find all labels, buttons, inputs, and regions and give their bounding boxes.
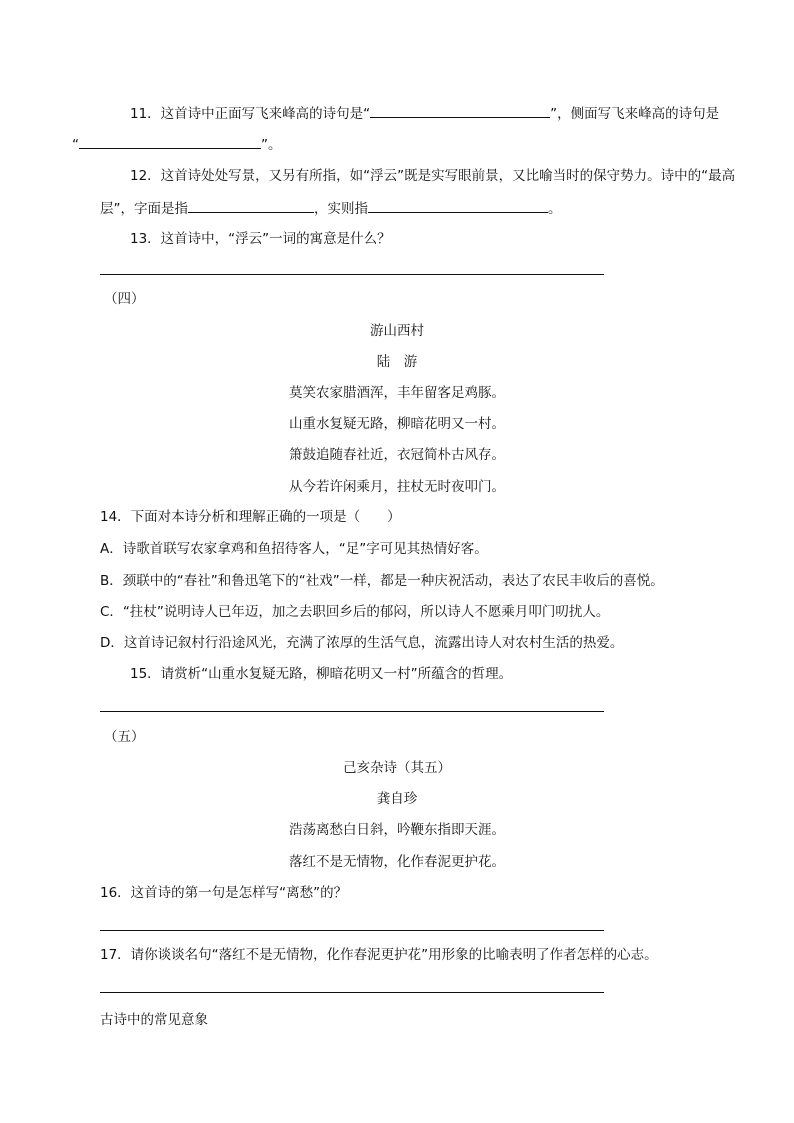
q13-question: 13．这首诗中，“浮云”一词的寓意是什么？	[130, 231, 391, 247]
q14-option-c[interactable]: C．“拄杖”说明诗人已年迈，加之去职回乡后的郁闷，所以诗人不愿乘月叩门叨扰人。	[100, 604, 610, 620]
section5-poem-line: 浩荡离愁白日斜，吟鞭东指即天涯。	[289, 822, 505, 838]
q15-question: 15．请赏析“山重水复疑无路，柳暗花明又一村”所蕴含的哲理。	[130, 666, 513, 682]
q12-line2	[100, 198, 562, 219]
q12-text-a: 层”，字面是指	[100, 201, 188, 217]
q11-text-c: “	[72, 137, 79, 153]
section5-label: （五）	[104, 729, 145, 745]
section-heading-imagery: 古诗中的常见意象	[100, 1012, 208, 1028]
q11-line1	[130, 103, 719, 124]
q17-answer-line[interactable]	[100, 992, 604, 993]
q16-answer-line[interactable]	[100, 930, 604, 931]
section4-poem-line: 山重水复疑无路，柳暗花明又一村。	[289, 416, 505, 432]
q12-answer-blank-2[interactable]	[368, 198, 548, 213]
q11-line2	[72, 134, 282, 155]
q11-text-a: 11．这首诗中正面写飞来峰高的诗句是“	[130, 106, 371, 122]
q16-question: 16．这首诗的第一句是怎样写“离愁”的？	[100, 885, 348, 901]
q12-answer-blank-1[interactable]	[188, 198, 314, 213]
q11-answer-blank-2[interactable]	[79, 134, 261, 149]
q11-answer-blank-1[interactable]	[370, 103, 550, 118]
section4-poem-title: 游山西村	[370, 323, 424, 339]
q12-line1: 12．这首诗处处写景，又另有所指，如“浮云”既是实写眼前景，又比喻当时的保守势力。诗中的“最高	[130, 168, 736, 184]
q15-answer-line[interactable]	[100, 711, 604, 712]
section4-label: （四）	[104, 291, 145, 307]
q14-option-a[interactable]: A．诗歌首联写农家拿鸡和鱼招待客人，“足”字可见其热情好客。	[100, 541, 488, 557]
q12-text-c: 。	[548, 201, 562, 217]
section4-poem-line: 箫鼓追随春社近，衣冠简朴古风存。	[289, 447, 505, 463]
section4-poem-line: 从今若许闲乘月，拄杖无时夜叩门。	[289, 479, 505, 495]
q17-question: 17．请你谈谈名句“落红不是无情物，化作春泥更护花”用形象的比喻表明了作者怎样的心志。	[100, 947, 658, 963]
q11-text-d: ”。	[261, 137, 282, 153]
section5-poem-line: 落红不是无情物，化作春泥更护花。	[289, 854, 505, 870]
section5-poem-title: 己亥杂诗（其五）	[343, 760, 451, 776]
section5-poem-author: 龚自珍	[376, 791, 418, 807]
q14-option-b[interactable]: B．颈联中的“春社”和鲁迅笔下的“社戏”一样，都是一种庆祝活动，表达了农民丰收后的喜悦。	[100, 573, 664, 589]
section4-poem-author: 陆 游	[376, 354, 418, 370]
section4-poem-line: 莫笑农家腊酒浑，丰年留客足鸡豚。	[289, 385, 505, 401]
q12-text-b: ，实则指	[314, 201, 368, 217]
q13-answer-line[interactable]	[100, 274, 604, 275]
q11-text-b: ”，侧面写飞来峰高的诗句是	[550, 106, 720, 122]
q14-stem: 14．下面对本诗分析和理解正确的一项是（ ）	[100, 509, 401, 525]
q14-option-d[interactable]: D．这首诗记叙村行沿途风光，充满了浓厚的生活气息，流露出诗人对农村生活的热爱。	[100, 635, 624, 651]
